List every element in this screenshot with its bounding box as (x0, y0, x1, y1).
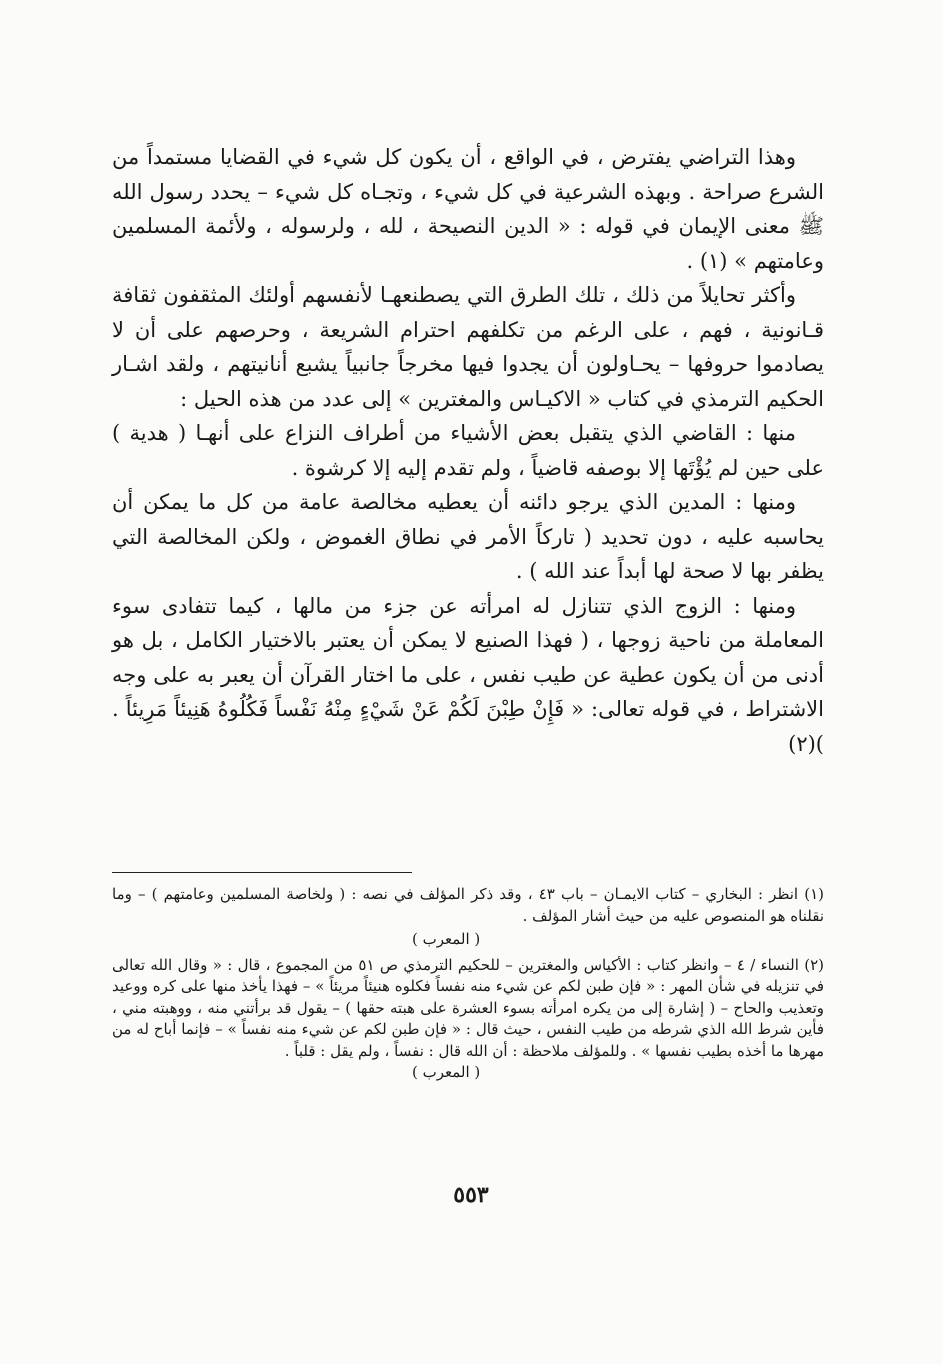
footnote-divider (112, 872, 412, 873)
paragraph-husband: ومنها : الزوج الذي تتنازل له امرأته عن جزء من مالها ، كيما تتفادى سوء المعاملة من ناحية زوجها ، ( فهذا الصنيع لا يمكن أن يعتبر بالاختيار الكامل ، بل هو أدنى من أن يكون عطية عن طيب نفس ، على ما اختار القرآن أن يعبر به على وجه الاشتراط ، في قوله تعالى: « فَإِنْ طِبْنَ لَكُمْ عَنْ شَيْءٍ مِنْهُ نَفْساً فَكُلُوهُ هَنِيئاً مَرِيئاً . )(٢) (112, 593, 824, 756)
footnotes (112, 884, 824, 1084)
paragraph-judge: منها : القاضي الذي يتقبل بعض الأشياء من أطراف النزاع على أنهـا ( هدية ) على حين لم يُؤْتَها إلا بوصفه قاضياً ، ولم تقدم إليه إلا كرشوة . (112, 421, 824, 480)
footnote-1: (١) انظر : البخاري – كتاب الايمـان – باب ٤٣ ، وقد ذكر المؤلف في نصه : ( ولخاصة المسلمين وعامتهم ) – وما نقلناه هو المنصوص عليه من حيث أشار المؤلف . (112, 885, 824, 925)
page-number: ٥٥٣ (453, 1182, 489, 1208)
footnote-2-editor-mark: ( المعرب ) (412, 1063, 481, 1081)
paragraph-consent: وهذا التراضي يفترض ، في الواقع ، أن يكون كل شيء في القضايا مستمداً من الشرع صراحة . وبهذه الشرعية في كل شيء ، وتجـاه كل شيء – يحدد رسول الله ﷺ معنى الإيمان في قوله : « الدين النصيحة ، لله ، ولرسوله ، ولأئمة المسلمين وعامتهم » (١) . (112, 145, 824, 273)
main-text (112, 140, 824, 761)
footnote-2: (٢) النساء / ٤ – وانظر كتاب : الأكياس والمغترين – للحكيم الترمذي ص ٥١ من المجموع ، قال : « وقال الله تعالى في تنزيله في شأن المهر : « فإن طبن لكم عن شيء منه نفساً فكلوه هنيئاً مريئاً » – فهذا يأخذ منها على كره ووعيد وتعذيب والحاح – ( إشارة إلى من يكره امرأته بسوء العشرة على هبته حقها ) – يقول قد برأتني منه ، ووهبته مني ، فأين شرط الله الذي شرطه من طيب النفس ، حيث قال : « فإن طبن لكم عن شيء منه نفساً » – فإنما أباح له من مهرها ما أخذه بطيب نفسها » . وللمؤلف ملاحظة : أن الله قال : نفساً ، ولم يقل : قلباً . (112, 955, 825, 1060)
paragraph-debtor: ومنها : المدين الذي يرجو دائنه أن يعطيه مخالصة عامة من كل ما يمكن أن يحاسبه عليه ، دون تحديد ( تاركاً الأمر في نطاق الغموض ، ولكن المخالصة التي يظفر بها لا صحة لها أبداً عند الله ) . (112, 490, 824, 583)
paragraph-tricks: وأكثر تحايلاً من ذلك ، تلك الطرق التي يصطنعهـا لأنفسهم أولئك المثقفون ثقافة قـانونية ، فهم ، على الرغم من تكلفهم احترام الشريعة ، وحرصهم على أن لا يصادموا حروفها – يحـاولون أن يجدوا فيها مخرجاً جانبياً يشبع أنانيتهم ، ولقد اشـار الحكيم الترمذي في كتاب « الاكيـاس والمغترين » إلى عدد من هذه الحيل : (112, 283, 824, 411)
footnote-1-editor-mark: ( المعرب ) (412, 930, 481, 948)
